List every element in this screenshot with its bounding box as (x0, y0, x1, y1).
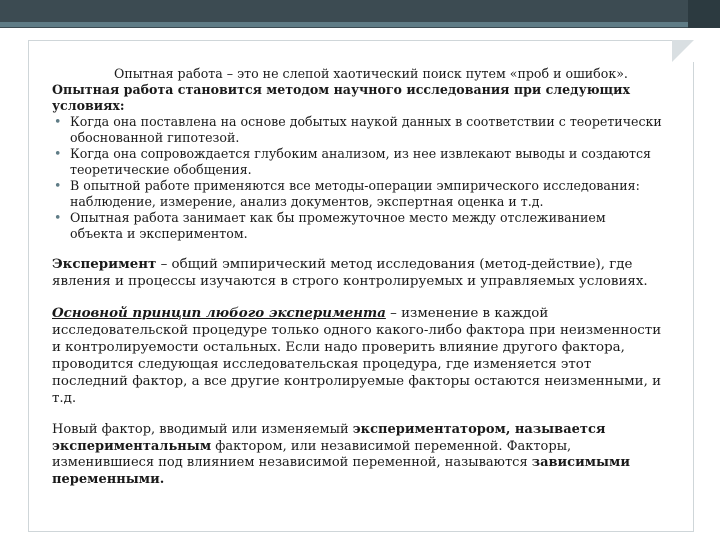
condition-item: • В опытной работе применяются все методы-операции эмпирического исследования: наблюдение, измерение, анализ документов, экспертная оценка и т.д. (54, 178, 640, 209)
experiment-term: Эксперимент (52, 256, 157, 272)
conditions-heading: Опытная работа становится методом научного исследования при следующих условиях: (52, 82, 631, 113)
bullet-icon: • (54, 178, 62, 193)
condition-item: • Опытная работа занимает как бы промежуточное место между отслеживанием объекта и экспериментом. (54, 210, 606, 241)
condition-item: • Когда она сопровождается глубоким анализом, из нее извлекают выводы и создаются теоретические обобщения. (54, 146, 651, 177)
page-fold-corner (672, 40, 694, 62)
slide-corner-block (688, 0, 720, 28)
intro-sentence: Опытная работа – это не слепой хаотический поиск путем «проб и ошибок». (114, 66, 628, 81)
bullet-icon: • (54, 114, 62, 129)
slide-content (52, 66, 662, 488)
principle-term: Основной принцип любого эксперимента (52, 305, 386, 321)
bullet-icon: • (54, 210, 62, 225)
condition-item: • Когда она поставлена на основе добытых наукой данных в соответствии с теоретически обоснованной гипотезой. (54, 114, 662, 145)
slide-top-accent (0, 22, 720, 27)
principle-paragraph: Основной принцип любого эксперимента – изменение в каждой исследовательской процедуре только одного какого-либо фактора при неизменности и контролируемости остальных. Если надо проверить влияние другого фактора, проводится следующая исследовательская процедура, где изменяется этот последний фактор, а все другие контролируемые факторы остаются неизменными, и т.д. (52, 305, 662, 406)
experimenter-term: экспериментатором, называется экспериментальным (52, 422, 606, 454)
experiment-definition: Эксперимент – общий эмпирический метод исследования (метод-действие), где явления и процессы изучаются в строго контролируемых и управляемых условиях. (52, 256, 648, 289)
factors-paragraph: Новый фактор, вводимый или изменяемый экспериментатором, называется экспериментальным фактором, или независимой переменной. Факторы, изменившиеся под влиянием независимой переменной, называются зависимыми переменными. (52, 422, 630, 487)
bullet-icon: • (54, 146, 62, 161)
conditions-list (52, 114, 662, 242)
dependent-variables-term: зависимыми переменными. (52, 455, 630, 487)
